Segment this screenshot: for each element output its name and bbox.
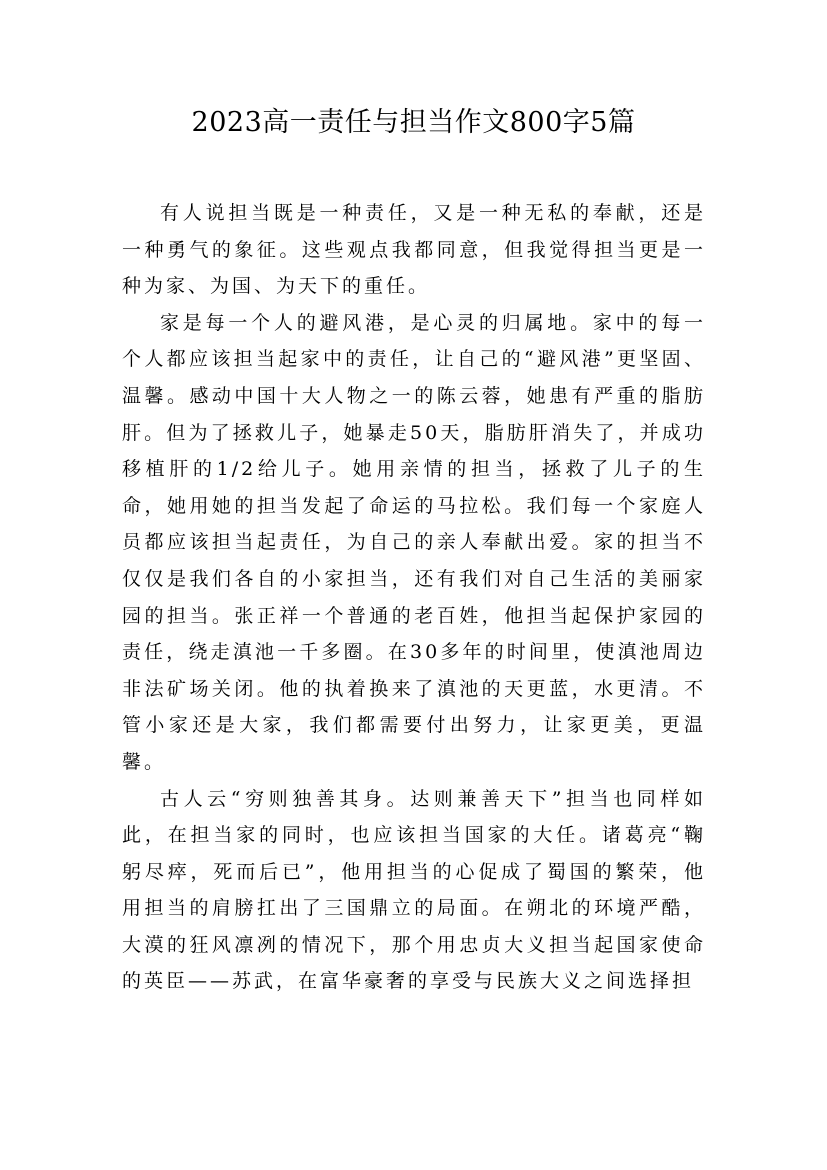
paragraph-3: 古人云“穷则独善其身。达则兼善天下”担当也同样如此，在担当家的同时，也应该担当国家的大任。诸葛亮“鞠躬尽瘁，死而后已”，他用担当的心促成了蜀国的繁荣，他用担当的肩膀扛出了三国鼎立的局面。在朔北的环境严酷，大漠的狂风凛冽的情况下，那个用忠贞大义担当起国家使命的英臣——苏武，在富华豪奢的享受与民族大义之间选择担: [122, 787, 706, 993]
paragraph-2: 家是每一个人的避风港，是心灵的归属地。家中的每一个人都应该担当起家中的责任，让自己的“避风港”更坚固、温馨。感动中国十大人物之一的陈云蓉，她患有严重的脂肪肝。但为了拯救儿子，她暴走50天，脂肪肝消失了，并成功移植肝的1/2给儿子。她用亲情的担当，拯救了儿子的生命，她用她的担当发起了命运的马拉松。我们每一个家庭人员都应该担当起责任，为自己的亲人奉献出爱。家的担当不仅仅是我们各自的小家担当，还有我们对自己生活的美丽家园的担当。张正祥一个普通的老百姓，他担当起保护家园的责任，绕走滇池一千多圈。在30多年的时间里，使滇池周边非法矿场关闭。他的执着换来了滇池的天更蓝，水更清。不管小家还是大家，我们都需要付出努力，让家更美，更温馨。: [122, 311, 706, 773]
paragraph-1: 有人说担当既是一种责任，又是一种无私的奉献，还是一种勇气的象征。这些观点我都同意，但我觉得担当更是一种为家、为国、为天下的重任。: [122, 202, 706, 298]
document-title: 2023高一责任与担当作文800字5篇: [191, 107, 636, 138]
document-body: [122, 195, 706, 1000]
